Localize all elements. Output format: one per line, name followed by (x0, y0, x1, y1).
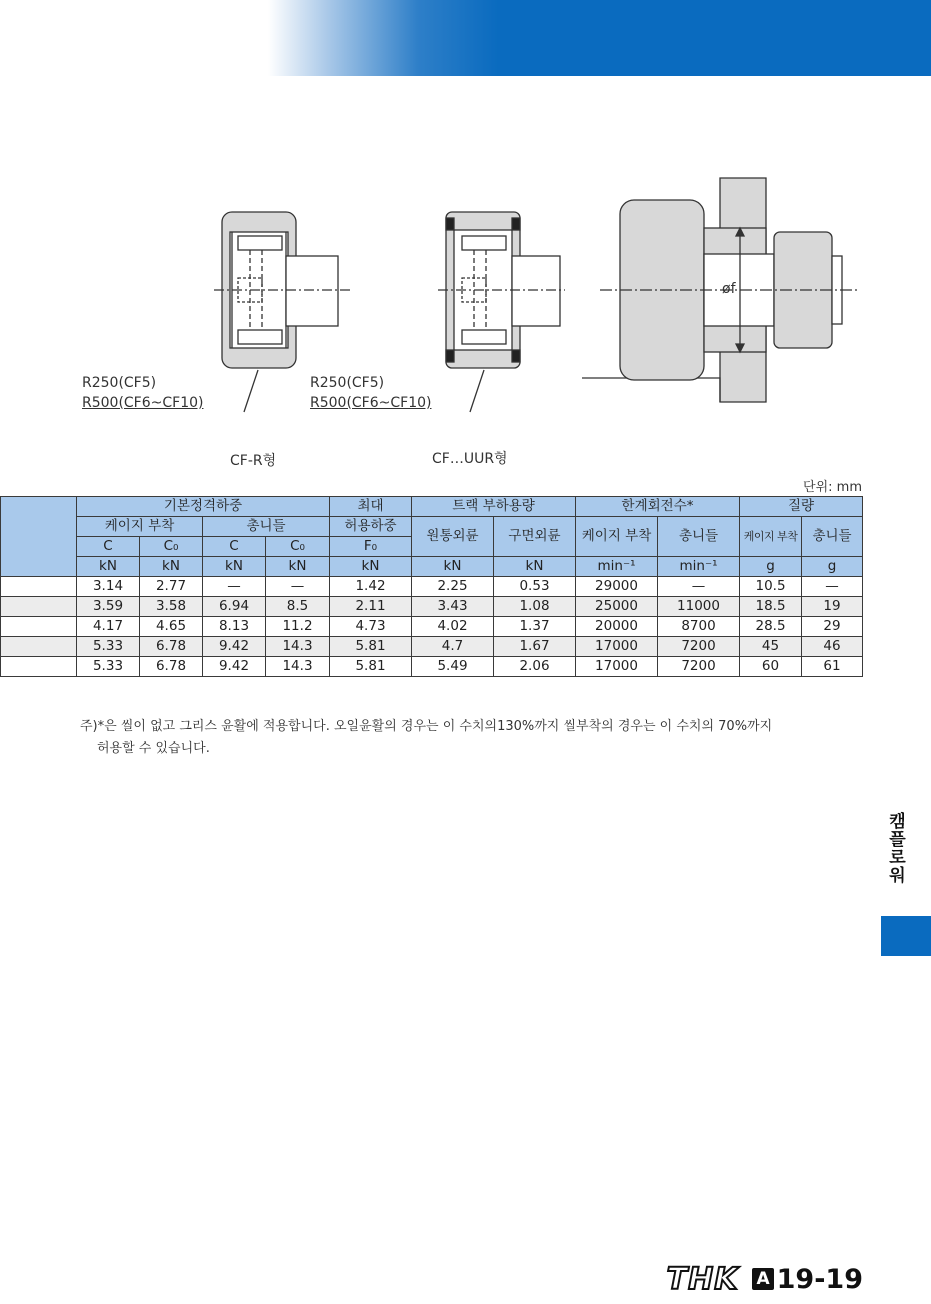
unit-cell: kN (412, 557, 494, 577)
unit-cell: kN (266, 557, 330, 577)
table-cell: 4.17 (77, 617, 140, 637)
mass-header: 질량 (740, 497, 863, 517)
table-cell: 3.58 (140, 597, 203, 617)
caption-cf-uur: CF…UUR형 (432, 451, 508, 467)
unit-cell: min⁻¹ (576, 557, 658, 577)
technical-drawings (0, 170, 931, 470)
table-cell: 60 (740, 657, 802, 677)
thk-logo: THK (666, 1261, 739, 1297)
sub-speed-full: 총니들 (658, 517, 740, 557)
mid-radius-note-1: R250(CF5) (310, 375, 385, 391)
unit-cell: kN (203, 557, 266, 577)
table-cell: 3.59 (77, 597, 140, 617)
table-cell: 29 (802, 617, 863, 637)
section-letter-box: A (752, 1268, 773, 1290)
unit-cell: g (802, 557, 863, 577)
page-footer (667, 1262, 863, 1296)
table-cell: 7200 (658, 637, 740, 657)
max-load-header-1: 최대 (330, 497, 412, 517)
table-cell: 2.25 (412, 577, 494, 597)
diameter-label: øf (722, 281, 736, 297)
table-cell: 61 (802, 657, 863, 677)
table-cell: 7200 (658, 657, 740, 677)
unit-cell: kN (494, 557, 576, 577)
sym-c0-full: C₀ (266, 537, 330, 557)
caption-cf-r: CF-R형 (230, 453, 277, 469)
page-number-text: 19-19 (776, 1263, 863, 1295)
table-cell (1, 657, 77, 677)
table-cell: 5.49 (412, 657, 494, 677)
unit-label: 단위: mm (803, 480, 862, 495)
table-cell: 17000 (576, 657, 658, 677)
cf-uur-drawing (438, 212, 565, 412)
table-cell: — (658, 577, 740, 597)
table-row (1, 617, 863, 637)
bearing-drawings-svg (0, 170, 931, 470)
top-color-band (268, 0, 931, 76)
model-header-cell (1, 497, 77, 577)
table-cell: 2.11 (330, 597, 412, 617)
page-number (752, 1264, 863, 1295)
table-cell: 1.42 (330, 577, 412, 597)
table-row (1, 657, 863, 677)
table-cell: 6.94 (203, 597, 266, 617)
table-cell: 4.7 (412, 637, 494, 657)
unit-cell: min⁻¹ (658, 557, 740, 577)
mid-radius-note-2: R500(CF6~CF10) (310, 395, 432, 411)
table-cell: 8.5 (266, 597, 330, 617)
table-cell: 1.67 (494, 637, 576, 657)
table-cell: 45 (740, 637, 802, 657)
track-capacity-header: 트랙 부하용량 (412, 497, 576, 517)
spec-table (0, 496, 863, 677)
table-cell: 14.3 (266, 637, 330, 657)
table-cell: 28.5 (740, 617, 802, 637)
unit-cell: g (740, 557, 802, 577)
speed-limit-header: 한계회전수* (576, 497, 740, 517)
sub-full: 총니들 (203, 517, 330, 537)
sub-mass-full: 총니들 (802, 517, 863, 557)
table-cell: 46 (802, 637, 863, 657)
footnote-line-1: 주)*은 씰이 없고 그리스 윤활에 적용합니다. 오일윤활의 경우는 이 수치의130%까지 씰부착의 경우는 이 수치의 70%까지 (80, 719, 773, 734)
sym-c: C (77, 537, 140, 557)
table-cell: 18.5 (740, 597, 802, 617)
table-cell: 2.77 (140, 577, 203, 597)
unit-cell: kN (140, 557, 203, 577)
table-cell: — (802, 577, 863, 597)
table-cell: 11000 (658, 597, 740, 617)
table-cell: 4.65 (140, 617, 203, 637)
table-cell: — (266, 577, 330, 597)
sub-flat-outer: 원통외륜 (412, 517, 494, 557)
table-cell (1, 577, 77, 597)
table-cell: 2.06 (494, 657, 576, 677)
side-section-label: 캠플로워 (885, 812, 905, 884)
table-cell: 8.13 (203, 617, 266, 637)
side-section-tab (881, 916, 931, 956)
table-cell: 1.37 (494, 617, 576, 637)
table-cell: 5.33 (77, 637, 140, 657)
table-cell: 5.33 (77, 657, 140, 677)
table-cell: 3.14 (77, 577, 140, 597)
table-cell: 0.53 (494, 577, 576, 597)
table-cell (1, 617, 77, 637)
table-cell (1, 597, 77, 617)
table-cell: 25000 (576, 597, 658, 617)
table-cell (1, 637, 77, 657)
table-cell: 6.78 (140, 657, 203, 677)
table-cell: 9.42 (203, 657, 266, 677)
sub-mass-cage: 케이지 부착 (740, 517, 802, 557)
sym-c0: C₀ (140, 537, 203, 557)
table-cell: 17000 (576, 637, 658, 657)
left-radius-note-2: R500(CF6~CF10) (82, 395, 204, 411)
table-row (1, 577, 863, 597)
table-cell: 11.2 (266, 617, 330, 637)
table-cell: 5.81 (330, 637, 412, 657)
table-cell: 1.08 (494, 597, 576, 617)
basic-load-header: 기본정격하중 (77, 497, 330, 517)
unit-cell: kN (77, 557, 140, 577)
table-cell: 9.42 (203, 637, 266, 657)
left-radius-note-1: R250(CF5) (82, 375, 157, 391)
table-cell: 4.73 (330, 617, 412, 637)
table-cell: 4.02 (412, 617, 494, 637)
table-cell: 29000 (576, 577, 658, 597)
sym-f0: F₀ (330, 537, 412, 557)
table-cell: 20000 (576, 617, 658, 637)
sym-c-full: C (203, 537, 266, 557)
max-load-header-2: 허용하중 (330, 517, 412, 537)
footnote-line-2: 허용할 수 있습니다. (97, 741, 210, 756)
table-cell: 6.78 (140, 637, 203, 657)
table-cell: 5.81 (330, 657, 412, 677)
table-cell: 10.5 (740, 577, 802, 597)
sub-speed-cage: 케이지 부착 (576, 517, 658, 557)
table-cell: 19 (802, 597, 863, 617)
table-cell: 8700 (658, 617, 740, 637)
unit-cell: kN (330, 557, 412, 577)
table-row (1, 637, 863, 657)
table-row (1, 597, 863, 617)
table-cell: 14.3 (266, 657, 330, 677)
sub-cage: 케이지 부착 (77, 517, 203, 537)
table-cell: — (203, 577, 266, 597)
table-cell: 3.43 (412, 597, 494, 617)
footnote (80, 716, 870, 760)
sub-crowned-outer: 구면외륜 (494, 517, 576, 557)
mounting-drawing (582, 178, 860, 402)
